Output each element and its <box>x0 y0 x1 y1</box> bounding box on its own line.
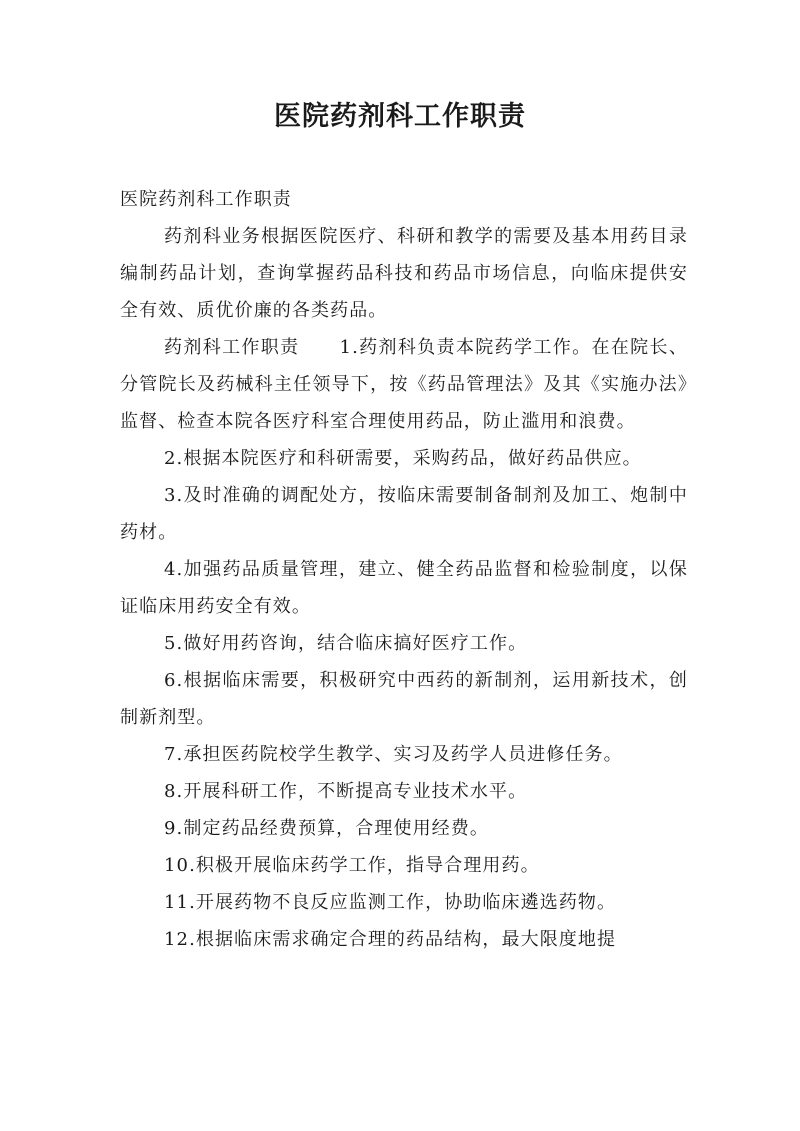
duty-item-4: 4.加强药品质量管理，建立、健全药品监督和检验制度，以保证临床用药安全有效。 <box>120 559 688 617</box>
duty-item-5: 5.做好用药咨询，结合临床搞好医疗工作。 <box>164 633 528 654</box>
document-body <box>120 181 688 958</box>
duty-item-10: 10.积极开展临床药学工作，指导合理用药。 <box>164 855 540 876</box>
duty-item-1 <box>120 329 688 440</box>
page-title: 医院药剂科工作职责 <box>274 101 526 132</box>
duties-heading: 药剂科工作职责 <box>164 337 300 358</box>
intro-paragraph: 药剂科业务根据医院医疗、科研和教学的需要及基本用药目录编制药品计划，查询掌握药品科技和药品市场信息，向临床提供安全有效、质优价廉的各类药品。 <box>120 226 688 321</box>
duty-item-8: 8.开展科研工作，不断提高专业技术水平。 <box>164 781 528 802</box>
duty-item-11: 11.开展药物不良反应监测工作，协助临床遴选药物。 <box>164 892 617 913</box>
section-subtitle: 医院药剂科工作职责 <box>120 189 292 210</box>
duty-item-2: 2.根据本院医疗和科研需要，采购药品，做好药品供应。 <box>164 448 642 469</box>
duty-item-9: 9.制定药品经费预算，合理使用经费。 <box>164 818 489 839</box>
duty-item-12: 12.根据临床需求确定合理的药品结构，最大限度地提 <box>164 929 617 950</box>
duty-item-7: 7.承担医药院校学生教学、实习及药学人员进修任务。 <box>164 744 623 765</box>
duty-item-1-text: 1.药剂科负责本院药学工作。在在院长、分管院长及药械科主任领导下，按《药品管理法》及其《实施办法》监督、检查本院各医疗科室合理使用药品，防止滥用和浪费。 <box>120 337 688 432</box>
duty-item-3: 3.及时准确的调配处方，按临床需要制备制剂及加工、炮制中药材。 <box>120 485 688 543</box>
duty-item-6: 6.根据临床需要，积极研究中西药的新制剂，运用新技术，创制新剂型。 <box>120 670 688 728</box>
